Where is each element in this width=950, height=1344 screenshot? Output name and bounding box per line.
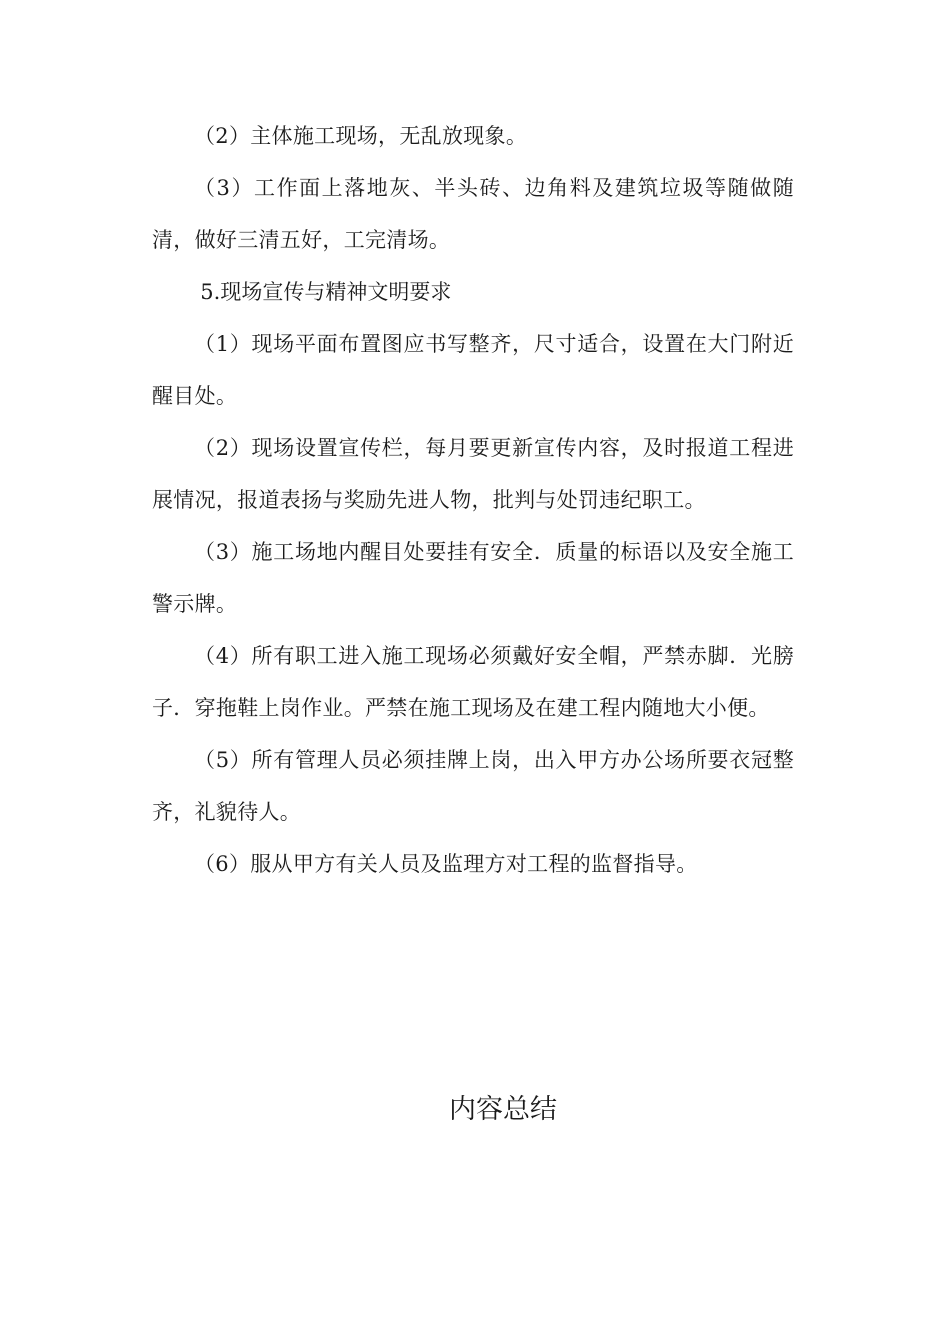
list-item: （1）现场平面布置图应书写整齐，尺寸适合，设置在大门附近醒目处。 <box>152 332 794 408</box>
summary-title: 内容总结 <box>449 1094 557 1125</box>
body-text <box>152 110 794 890</box>
list-item: （2）现场设置宣传栏，每月要更新宣传内容，及时报道工程进展情况，报道表扬与奖励先进人物，批判与处罚违纪职工。 <box>152 436 794 512</box>
section-heading: 5.现场宣传与精神文明要求 <box>200 280 452 304</box>
paragraph-work-surface-cleanup: （3）工作面上落地灰、半头砖、边角料及建筑垃圾等随做随清，做好三清五好，工完清场。 <box>152 176 794 252</box>
list-item: （6）服从甲方有关人员及监理方对工程的监督指导。 <box>194 852 698 876</box>
list-item: （5）所有管理人员必须挂牌上岗，出入甲方办公场所要衣冠整齐，礼貌待人。 <box>152 748 794 824</box>
list-item: （4）所有职工进入施工现场必须戴好安全帽，严禁赤脚．光膀子．穿拖鞋上岗作业。严禁在施工现场及在建工程内随地大小便。 <box>152 644 794 720</box>
list-item: （3）施工场地内醒目处要挂有安全．质量的标语以及安全施工警示牌。 <box>152 540 794 616</box>
paragraph-site-order: （2）主体施工现场，无乱放现象。 <box>194 124 528 148</box>
